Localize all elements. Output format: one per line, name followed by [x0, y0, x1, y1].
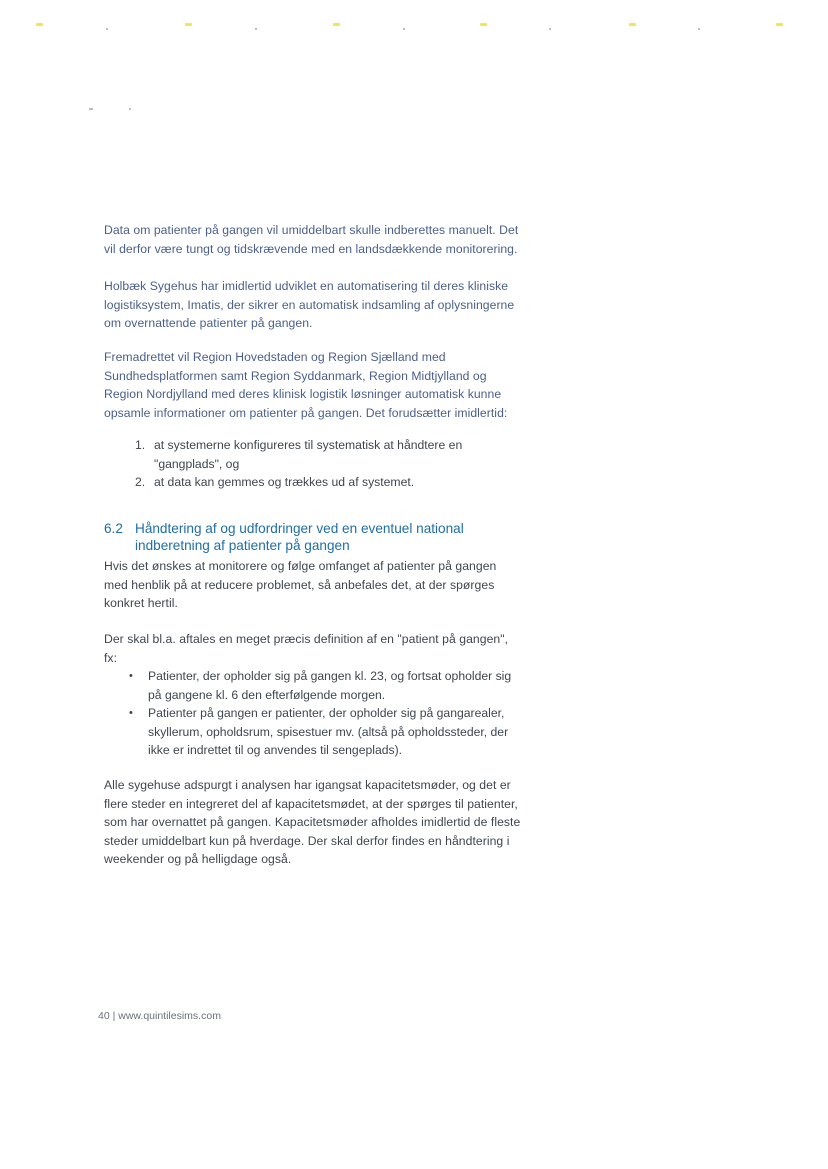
paragraph-capacity-meetings: [104, 776, 544, 869]
paragraph-manual-reporting: [104, 221, 534, 258]
text-line: logistiksystem, Imatis, der sikrer en automatisk indsamling af oplysningerne: [104, 297, 515, 312]
list-item: [135, 436, 535, 473]
text-line: Hvis det ønskes at monitorere og følge omfanget af patienter på gangen: [104, 559, 497, 573]
scan-speck: [403, 28, 405, 30]
paragraph-regions-future: [104, 348, 534, 422]
text-line: steder umiddelbart kun på hverdage. Der skal derfor findes en håndtering i: [104, 833, 510, 848]
section-title: [135, 520, 464, 554]
scan-speck: [89, 108, 93, 110]
scan-mark: [333, 23, 340, 26]
scan-speck: [698, 28, 700, 30]
scan-mark: [480, 23, 487, 26]
paragraph-holbaek-automation: [104, 277, 534, 333]
text-line: Sundhedsplatformen samt Region Syddanmark, Region Midtjylland og: [104, 368, 487, 383]
text-line: Data om patienter på gangen vil umiddelbart skulle indberettes manuelt. Det: [104, 223, 519, 237]
page-footer: 40 | www.quintilesims.com: [98, 1010, 221, 1022]
text-line: Fremadrettet vil Region Hovedstaden og Region Sjælland med: [104, 350, 446, 364]
text-line: at data kan gemmes og trækkes ud af systemet.: [154, 475, 415, 489]
text-line: ikke er indrettet til og anvendes til sengeplads).: [148, 743, 403, 757]
text-line: Holbæk Sygehus har imidlertid udviklet en automatisering til deres kliniske: [104, 279, 509, 293]
text-line: om overnattende patienter på gangen.: [104, 316, 313, 330]
text-line: flere steder en integreret del af kapacitetsmødet, at der spørges til patienter,: [104, 796, 518, 811]
text-line: fx:: [104, 650, 118, 665]
text-line: Region Nordjylland med deres klinisk logistik løsninger automatisk kunne: [104, 387, 502, 401]
scan-speck: [255, 28, 257, 30]
text-line: med henblik på at reducere problemet, så anbefales det, at der spørges: [104, 577, 495, 592]
text-line: indberetning af patienter på gangen: [135, 538, 350, 553]
list-item: [129, 704, 549, 760]
list-item: [129, 667, 549, 704]
scan-mark: [776, 23, 783, 26]
scan-speck: [129, 108, 131, 110]
scan-mark: [185, 23, 192, 26]
text-line: "gangplads", og: [154, 456, 240, 471]
paragraph-definition: [104, 630, 534, 667]
list-item: [135, 473, 535, 492]
section-number: 6.2: [104, 521, 123, 536]
scan-mark: [629, 23, 636, 26]
text-line: Der skal bl.a. aftales en meget præcis definition af en "patient på gangen",: [104, 632, 509, 646]
text-line: konkret hertil.: [104, 596, 178, 610]
text-line: vil derfor være tungt og tidskrævende med en landsdækkende monitorering.: [104, 241, 518, 256]
text-line: på gangene kl. 6 den efterfølgende morgen.: [148, 687, 386, 702]
list-number: 2.: [135, 475, 146, 489]
text-line: Alle sygehuse adspurgt i analysen har igangsat kapacitetsmøder, og det er: [104, 778, 511, 792]
text-line: at systemerne konfigureres til systematisk at håndtere en: [154, 438, 463, 452]
bullet-icon: •: [129, 707, 133, 719]
paragraph-monitoring-recommendation: [104, 557, 534, 613]
text-line: Patienter, der opholder sig på gangen kl. 23, og fortsat opholder sig: [148, 669, 512, 683]
scan-speck: [106, 28, 108, 30]
list-number: 1.: [135, 438, 146, 452]
text-line: Håndtering af og udfordringer ved en eventuel national: [135, 521, 464, 536]
text-line: Patienter på gangen er patienter, der opholder sig på gangarealer,: [148, 706, 505, 720]
text-line: opsamle informationer om patienter på gangen. Det forudsætter imidlertid:: [104, 405, 508, 420]
bullet-list: [129, 667, 549, 760]
text-line: skyllerum, opholdsrum, spisestuer mv. (altså på opholdssteder, der: [148, 724, 509, 739]
scan-mark: [36, 23, 43, 26]
scan-speck: [549, 28, 551, 30]
bullet-icon: •: [129, 670, 133, 682]
text-line: weekender og på helligdage også.: [104, 852, 292, 866]
numbered-list: [135, 436, 535, 492]
text-line: som har overnattet på gangen. Kapacitetsmøder afholdes imidlertid de fleste: [104, 815, 521, 829]
